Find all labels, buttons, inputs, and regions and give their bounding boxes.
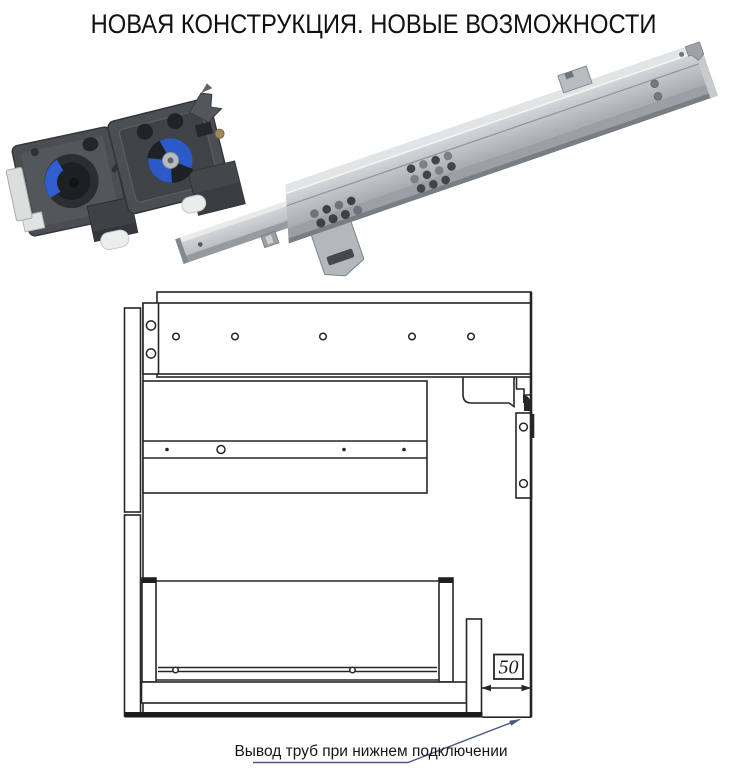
dim-arrow-right	[522, 685, 532, 691]
drawer-slide-side-view	[158, 667, 437, 672]
mid-panel-and-rail	[143, 381, 427, 493]
hanging-bracket	[463, 377, 534, 498]
dimension-value: 50	[498, 656, 519, 679]
pipe-outlet-partition	[467, 619, 482, 714]
page-title-text: НОВАЯ КОНСТРУКЦИЯ. НОВЫЕ ВОЗМОЖНОСТИ	[90, 9, 656, 39]
leader-arrowhead	[509, 719, 521, 726]
drawing-caption: Вывод труб при нижнем подключении	[234, 743, 508, 760]
caption-leader	[234, 719, 521, 763]
top-mounting-rail	[143, 303, 531, 374]
dim-arrow-left	[482, 685, 492, 691]
drawer-box	[142, 578, 453, 682]
dimension-50	[482, 655, 532, 692]
